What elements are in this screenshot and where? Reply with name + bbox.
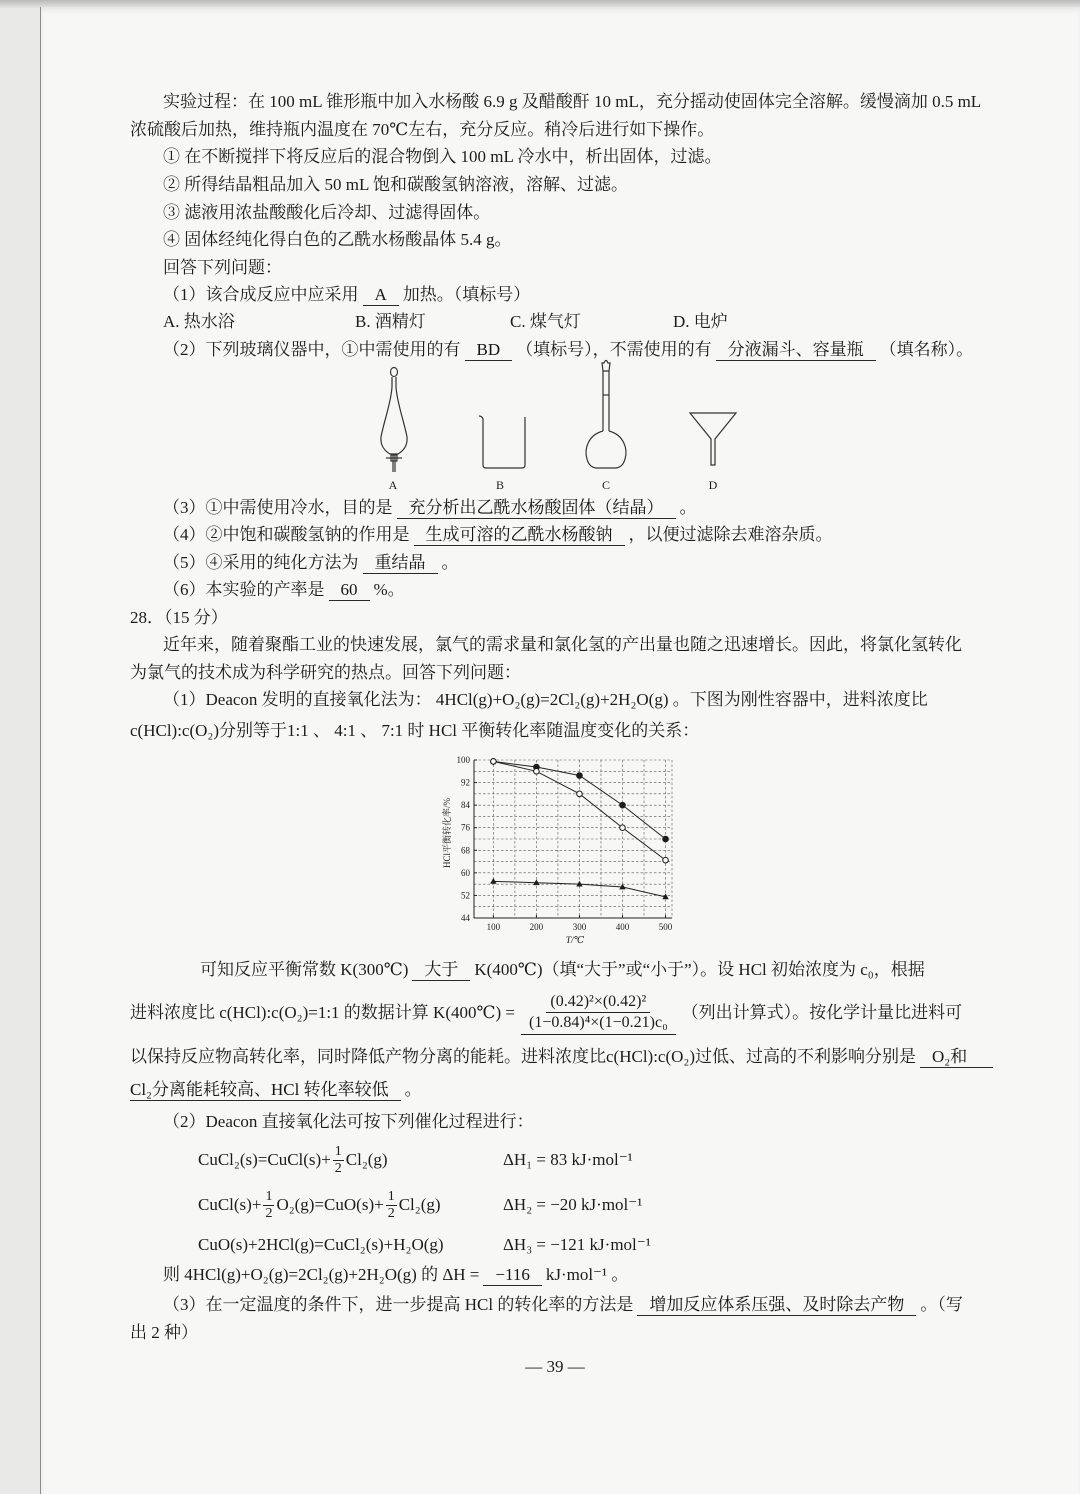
q28-result-line [163,1264,628,1286]
q28-part3-answer: 增加反应体系压强、及时除去产物 [637,1295,916,1316]
equation-3: CuO(s)+2HCl(g)=CuCl₂(s)+H₂O(g) [198,1235,444,1254]
equation-2 [198,1185,441,1225]
k-expression-numerator: (0.42)²×(0.42)² [546,992,650,1013]
q28-impact-line [130,1046,993,1068]
volumetric-flask-icon [586,361,626,469]
funnel-icon [690,413,736,465]
q28-part3-text: （3）在一定温度的条件下，进一步提高 HCl 的转化率的方法是 [163,1295,634,1314]
half-fraction [333,1144,344,1177]
fraction-numerator: 1 [334,1143,342,1159]
q28-result-answer: −116 [483,1265,541,1286]
half-fraction [263,1189,274,1222]
q28-heading: 28．（15 分） [130,608,228,627]
q27-part4-line [163,524,833,546]
equation-2-right: Cl₂(g) [398,1195,441,1214]
y-axis-label: HCl平衡转化率/% [442,797,452,869]
q28-k-answer: 大于 [412,960,470,981]
q28-impact-answer-1: O₂和 [920,1047,993,1068]
q27-part1-answer: A [363,285,399,306]
q27-part6-text-after: %。 [373,580,405,599]
procedure-line-2: 浓硫酸后加热，维持瓶内温度在 70℃左右，充分反应。稍冷后进行如下操作。 [130,120,715,139]
y-tick-label: 68 [461,845,470,856]
k-expression-answer [521,992,676,1035]
equation-2-middle: O₂(g)=CuO(s)+ [276,1195,384,1214]
k-expression-denominator: (1−0.84)⁴×(1−0.21)c₀ [529,1013,668,1031]
data-point-triangle [490,878,496,884]
q27-part6-text: （6）本实验的产率是 [163,580,325,599]
procedure-step-3: ③ 滤液用浓盐酸酸化后冷却、过滤得固体。 [163,203,491,222]
q28-impact-line-2 [130,1079,422,1101]
q27-part5-answer: 重结晶 [363,553,438,574]
q27-part3-text-after: 。 [679,498,697,517]
q27-part5-text: （5）④采用的纯化方法为 [163,553,359,572]
data-point-open-circle [491,759,497,765]
fraction-denominator: 2 [387,1205,395,1221]
procedure-step-1: ① 在不断搅拌下将反应后的混合物倒入 100 mL 冷水中，析出固体，过滤。 [163,147,722,166]
q28-impact-text: 以保持反应物高转化率，同时降低产物分离的能耗。进料浓度比c(HCl):c(O₂)过低、过高的不利影响分别是 [130,1047,916,1066]
glassware-figure [360,355,760,497]
apparatus-label-d: D [708,478,718,492]
apparatus-label-c: C [601,478,611,492]
q27-part1-line [163,284,530,306]
q27-part2-text-middle: （填标号），不需使用的有 [516,340,712,359]
delta-h-3: ΔH₃ = −121 kJ·mol⁻¹ [503,1235,651,1254]
equation-1 [198,1140,388,1180]
q28-k-line [200,959,925,981]
q27-part3-text: （3）①中需使用冷水，目的是 [163,498,393,517]
q28-calc-line [130,990,962,1036]
q28-part1-line-2: c(HCl):c(O₂)分别等于1:1 、 4:1 、 7:1 时 HCl 平衡转化率随温度变化的关系： [130,721,700,740]
q27-part4-text: （4）②中饱和碳酸氢钠的作用是 [163,525,410,544]
apparatus-label-a: A [388,478,398,492]
data-point-filled-circle [620,802,626,808]
option-c: C. 煤气灯 [510,312,581,331]
q27-part3-answer: 充分析出乙酰水杨酸固体（结晶） [397,498,676,519]
conversion-chart [430,745,690,951]
q27-part4-text-after: ，以便过滤除去难溶杂质。 [628,525,833,544]
x-tick-label: 400 [615,922,630,932]
y-tick-label: 100 [456,755,470,765]
q27-part4-answer: 生成可溶的乙酰水杨酸钠 [414,525,625,546]
beaker-icon [479,416,525,468]
q28-k-text-after: K(400℃)（填“大于”或“小于”）。设 HCl 初始浓度为 c₀，根据 [474,960,925,979]
q27-part6-answer: 60 [329,580,370,601]
half-fraction [386,1189,397,1222]
data-point-open-circle [663,857,669,863]
option-a: A. 热水浴 [163,312,235,331]
equation-1-left: CuCl₂(s)=CuCl(s)+ [198,1150,331,1169]
q28-impact-text-after: 。 [404,1080,422,1099]
fraction-denominator: 2 [265,1205,273,1221]
q27-part2-text-after: （填名称）。 [879,340,974,359]
equation-2-left: CuCl(s)+ [198,1195,262,1214]
equation-1-right: Cl₂(g) [345,1150,388,1169]
q28-impact-answer-2: Cl₂分离能耗较高、HCl 转化率较低 [130,1080,401,1101]
apparatus-label-b: B [495,478,505,492]
fraction-numerator: 1 [387,1188,395,1204]
q27-part1-text-after: 加热。（填标号） [402,285,531,304]
y-tick-label: 52 [461,890,470,901]
q27-part3-line [163,497,697,519]
q27-part2-answer-2: 分液漏斗、容量瓶 [716,340,876,361]
procedure-line-1: 实验过程：在 100 mL 锥形瓶中加入水杨酸 6.9 g 及醋酸酐 10 mL，充分摇动使固体完全溶解。缓慢滴加 0.5 mL [163,92,982,111]
option-b: B. 酒精灯 [355,312,426,331]
q28-intro-line-2: 为氯气的技术成为科学研究的热点。回答下列问题： [130,663,521,682]
q28-result-unit: kJ·mol⁻¹ 。 [545,1265,629,1284]
q27-part1-text: （1）该合成反应中应采用 [163,285,359,304]
q28-part3-line [163,1294,963,1316]
fraction-denominator: 2 [334,1160,342,1176]
procedure-step-2: ② 所得结晶粗品加入 50 mL 饱和碳酸氢钠溶液，溶解、过滤。 [163,175,628,194]
q27-part6-line [163,579,405,601]
x-tick-label: 500 [658,922,673,932]
x-tick-label: 200 [529,922,544,932]
x-tick-label: 100 [486,922,501,932]
q28-calc-text-after: （列出计算式）。按化学计量比进料可 [681,1003,963,1022]
q28-result-text: 则 4HCl(g)+O₂(g)=2Cl₂(g)+2H₂O(g) 的 ΔH = [163,1265,480,1284]
q28-intro-line-1: 近年来，随着聚酯工业的快速发展，氯气的需求量和氯化氢的产出量也随之迅速增长。因此，将氯化氢转化 [163,635,962,654]
option-d: D. 电炉 [673,312,728,331]
q27-part2-answer-1: BD [465,340,513,361]
y-tick-label: 92 [461,777,470,788]
q27-part5-text-after: 。 [441,553,459,572]
x-axis-label: T/℃ [565,936,585,946]
q27-part5-line [163,552,459,574]
q28-part1-line-1: （1）Deacon 发明的直接氧化法为： 4HCl(g)+O₂(g)=2Cl₂(g)+2H₂O(g) 。下图为刚性容器中，进料浓度比 [163,690,928,709]
data-point-open-circle [620,825,626,831]
delta-h-2: ΔH₂ = −20 kJ·mol⁻¹ [503,1195,643,1214]
y-tick-label: 76 [461,822,470,833]
fraction-numerator: 1 [265,1188,273,1204]
q28-part2-intro: （2）Deacon 直接氧化法可按下列催化过程进行： [163,1112,534,1131]
y-tick-label: 44 [461,913,470,923]
separatory-funnel-icon [381,368,407,473]
q28-part3-line-2: 出 2 种） [130,1323,198,1342]
data-point-filled-circle [663,836,669,842]
data-point-open-circle [577,791,583,797]
y-tick-label: 60 [461,867,470,878]
q28-calc-text: 进料浓度比 c(HCl):c(O₂)=1:1 的数据计算 K(400℃) = [130,1003,516,1022]
page-number: — 39 — [525,1357,585,1376]
q28-part3-text-after: 。（写 [920,1295,963,1314]
y-tick-label: 84 [461,800,470,811]
delta-h-1: ΔH₁ = 83 kJ·mol⁻¹ [503,1150,633,1169]
questions-prompt: 回答下列问题： [163,258,282,277]
data-point-filled-circle [577,773,583,779]
q27-part2-text: （2）下列玻璃仪器中，①中需使用的有 [163,340,461,359]
x-tick-label: 300 [572,922,587,932]
procedure-step-4: ④ 固体经纯化得白色的乙酰水杨酸晶体 5.4 g。 [163,230,512,249]
data-point-open-circle [534,768,540,774]
q28-k-text: 可知反应平衡常数 K(300℃) [200,960,409,979]
